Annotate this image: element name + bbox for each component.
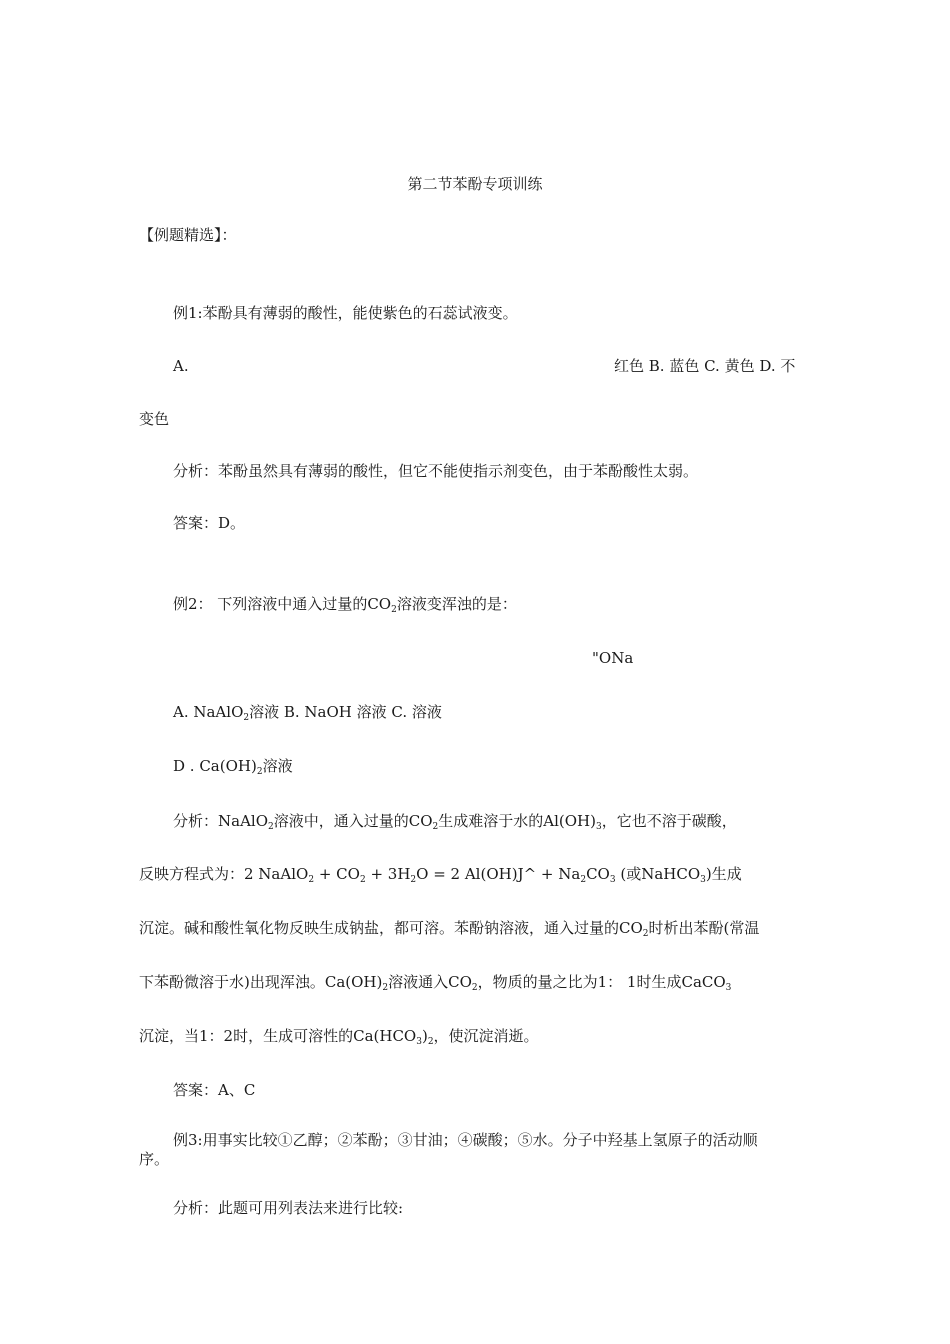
subscript: 3 xyxy=(595,822,602,832)
text: (或NaHCO xyxy=(615,865,701,883)
text: ，它也不溶于碳酸， xyxy=(601,812,737,830)
text: 例2： 下列溶液中通入过量的CO xyxy=(173,595,392,613)
text: ，使沉淀消逝。 xyxy=(433,1027,539,1045)
text: CO xyxy=(586,865,610,883)
text: 溶液变浑浊的是： xyxy=(396,595,517,613)
subscript: 2 xyxy=(359,875,366,885)
example-1-options: 红色 B. 蓝色 C. 黄色 D. 不 xyxy=(614,357,796,375)
subscript: 2 xyxy=(256,767,263,777)
subscript: 3 xyxy=(416,1037,422,1047)
subscript: 2 xyxy=(308,875,315,885)
example-1-answer: 答案：D。 xyxy=(173,514,246,532)
subscript: 2 xyxy=(642,929,649,939)
text: 溶液通入CO xyxy=(388,973,472,991)
text: 沉淀，当1：2时，生成可溶性的Ca(HCO xyxy=(139,1027,417,1045)
text: 沉淀。碱和酸性氧化物反映生成钠盐，都可溶。苯酚钠溶液，通入过量的CO xyxy=(139,919,643,937)
text: A. NaAlO xyxy=(173,703,244,721)
text: + CO xyxy=(314,865,360,883)
subscript: 2 xyxy=(391,605,397,615)
example-1-options-wrap: 变色 xyxy=(139,410,170,428)
example-2-analysis-line-3 xyxy=(139,918,759,938)
example-2-question xyxy=(173,594,517,614)
example-2-analysis-line-1 xyxy=(173,811,737,831)
text: + 3H xyxy=(365,865,411,883)
example-3-question-line-2: 序。 xyxy=(139,1150,170,1168)
subscript: 2 xyxy=(268,822,274,832)
subscript: 2 xyxy=(243,713,250,723)
text: ，物质的量之比为1： 1时生成CaCO xyxy=(477,973,726,991)
example-1-analysis: 分析：苯酚虽然具有薄弱的酸性，但它不能使指示剂变色，由于苯酚酸性太弱。 xyxy=(173,462,699,480)
subscript: 2 xyxy=(382,983,389,993)
section-header: 【例题精选】： xyxy=(139,226,237,244)
text: 生成难溶于水的Al(OH) xyxy=(438,812,596,830)
subscript: 3 xyxy=(700,875,706,885)
text: 分析：NaAlO xyxy=(173,812,268,830)
sodium-phenoxide-label: "ONa xyxy=(592,649,634,667)
text: 下苯酚微溶于水)出现浑浊。Ca(OH) xyxy=(139,973,383,991)
text: 时析出苯酚(常温 xyxy=(648,919,760,937)
example-1-question: 例1:苯酚具有薄弱的酸性，能使紫色的石蕊试液变。 xyxy=(173,304,518,322)
subscript: 3 xyxy=(609,875,616,885)
example-3-question-line-1: 例3:用事实比较①乙醇；②苯酚；③甘油；④碳酸；⑤水。分子中羟基上氢原子的活动顺 xyxy=(173,1131,758,1149)
example-2-analysis-line-5 xyxy=(139,1026,539,1046)
text: 溶液中，通入过量的CO xyxy=(273,812,433,830)
text: )生成 xyxy=(705,865,742,883)
example-1-option-a: A. xyxy=(173,357,189,375)
example-2-options-1 xyxy=(173,702,442,722)
example-2-options-2 xyxy=(173,756,293,776)
text: O = 2 Al(OH)J^ + Na xyxy=(416,865,581,883)
text: 溶液 B. NaOH 溶液 C. 溶液 xyxy=(249,703,442,721)
subscript: 2 xyxy=(410,875,417,885)
text: ) xyxy=(421,1027,428,1045)
page-title: 第二节苯酚专项训练 xyxy=(407,175,543,193)
text: D . Ca(OH) xyxy=(173,757,257,775)
example-2-answer: 答案：A、C xyxy=(173,1081,256,1099)
subscript: 2 xyxy=(432,822,439,832)
text: 反映方程式为：2 NaAlO xyxy=(139,865,309,883)
subscript: 3 xyxy=(725,983,732,993)
example-3-analysis: 分析：此题可用列表法来进行比较: xyxy=(173,1199,404,1217)
example-2-analysis-line-2 xyxy=(139,864,742,884)
example-2-analysis-line-4 xyxy=(139,972,731,992)
subscript: 2 xyxy=(580,875,587,885)
text: 溶液 xyxy=(262,757,293,775)
subscript: 2 xyxy=(427,1037,434,1047)
subscript: 2 xyxy=(471,983,478,993)
